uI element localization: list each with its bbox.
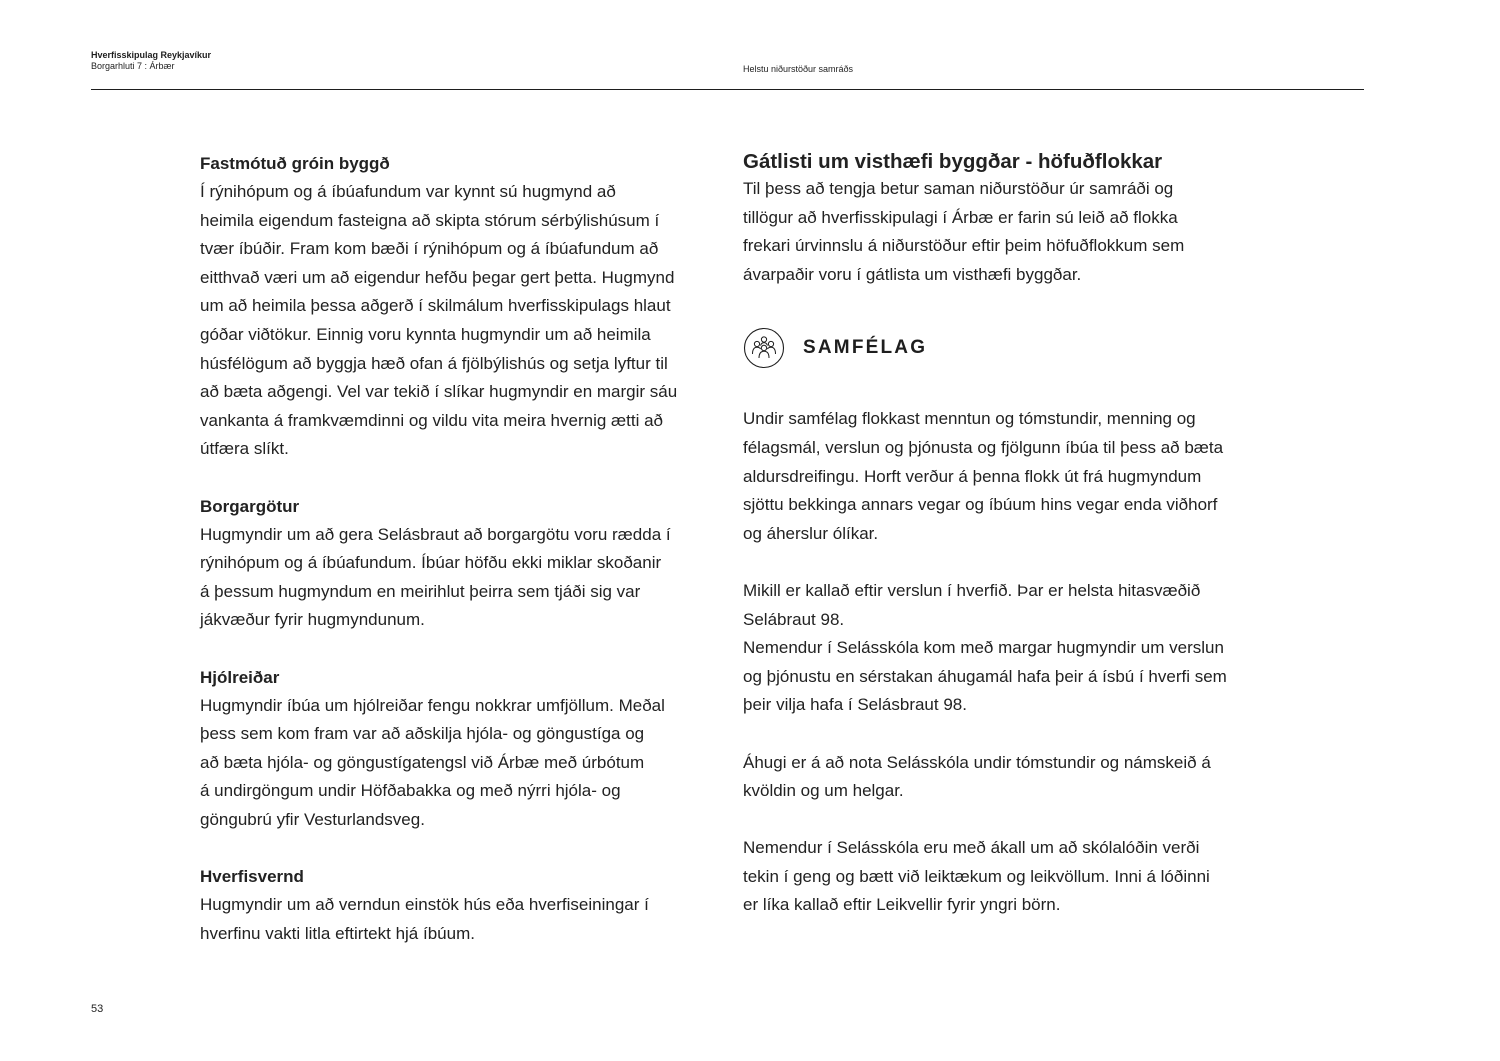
text-line: eitthvað væri um að eigendur hefðu þegar gert þetta. Hugmynd: [200, 267, 675, 287]
right-column: [743, 150, 1263, 949]
text-line: tillögur að hverfisskipulagi í Árbæ er farin sú leið að flokka: [743, 207, 1178, 227]
text-line: félagsmál, verslun og þjónusta og fjölgunn íbúa til þess að bæta: [743, 437, 1224, 457]
text-line: þeir vilja hafa í Selásbraut 98.: [743, 695, 967, 715]
text-line: Selábraut 98.: [743, 609, 845, 629]
text-line: Hugmyndir íbúa um hjólreiðar fengu nokkrar umfjöllum. Meðal: [200, 695, 665, 715]
text-line: að bæta hjóla- og göngustígatengsl við Árbæ með úrbótum: [200, 752, 645, 772]
section-body: [200, 891, 720, 948]
text-line: á undirgöngum undir Höfðabakka og með nýrri hjóla- og: [200, 781, 621, 801]
document-subtitle: Borgarhluti 7 : Árbær: [91, 61, 175, 71]
running-header: [91, 50, 211, 72]
text-line: ávarpaðir voru í gátlista um visthæfi byggðar.: [743, 264, 1082, 284]
text-line: Hugmyndir um að verndun einstök hús eða hverfiseiningar í: [200, 895, 649, 915]
section-fastmotud: [200, 150, 720, 464]
text-line: Hugmyndir um að gera Selásbraut að borgargötu voru rædda í: [200, 524, 671, 544]
section-hjolreidar: [200, 664, 720, 835]
text-line: Mikill er kallað eftir verslun í hverfið. Þar er helsta hitasvæðið: [743, 580, 1201, 600]
section-body: [200, 521, 720, 635]
text-line: Nemendur í Selásskóla kom með margar hugmyndir um verslun: [743, 638, 1224, 658]
text-line: jákvæður fyrir hugmyndunum.: [200, 610, 425, 630]
text-line: aldursdreifingu. Horft verður á þenna flokk út frá hugmyndum: [743, 466, 1202, 486]
section-title: Helstu niðurstöður samráðs: [743, 64, 854, 74]
text-line: húsfélögum að byggja hæð ofan á fjölbýlishús og setja lyftur til: [200, 353, 668, 373]
header-divider: [91, 89, 1364, 90]
text-line: á þessum hugmyndum en meirihlut þeirra sem tjáði sig var: [200, 581, 641, 601]
section-heading: Hjólreiðar: [200, 667, 280, 687]
text-line: þess sem kom fram var að aðskilja hjóla- og göngustíga og: [200, 724, 645, 744]
text-line: göngubrú yfir Vesturlandsveg.: [200, 809, 425, 829]
section-body: [200, 692, 720, 835]
intro-paragraph: [743, 175, 1263, 289]
text-line: vankanta á framkvæmdinni og vildu vita meira hvernig ætti að: [200, 410, 663, 430]
text-line: kvöldin og um helgar.: [743, 781, 904, 801]
paragraph-samfelag-intro: [743, 405, 1263, 548]
text-line: Undir samfélag flokkast menntun og tómstundir, menning og: [743, 409, 1196, 429]
page-number: 53: [91, 1003, 104, 1015]
section-heading: Fastmótuð gróin byggð: [200, 154, 390, 173]
checklist-heading: Gátlisti um visthæfi byggðar - höfuðflokkar: [743, 150, 1163, 173]
text-line: að bæta aðgengi. Vel var tekið í slíkar hugmyndir en margir sáu: [200, 382, 678, 402]
text-line: tekin í geng og bætt við leiktækum og leikvöllum. Inni á lóðinni: [743, 866, 1210, 886]
left-column: [200, 150, 720, 977]
text-line: frekari úrvinnslu á niðurstöður eftir þeim höfuðflokkum sem: [743, 236, 1185, 256]
text-line: og þjónustu en sérstakan áhugamál hafa þeir á ísbú í hverfi sem: [743, 666, 1227, 686]
text-line: Til þess að tengja betur saman niðurstöður úr samráði og: [743, 179, 1174, 198]
text-line: sjöttu bekkinga annars vegar og íbúum hins vegar enda viðhorf: [743, 495, 1218, 515]
category-samfelag: [743, 326, 1263, 370]
paragraph-verslun: [743, 577, 1263, 720]
text-line: góðar viðtökur. Einnig voru kynnta hugmyndir um að heimila: [200, 324, 651, 344]
text-line: og áherslur ólíkar.: [743, 523, 879, 543]
text-line: heimila eigendum fasteigna að skipta stórum sérbýlishúsum í: [200, 210, 660, 230]
text-line: tvær íbúðir. Fram kom bæði í rýnihópum og á íbúafundum að: [200, 239, 659, 259]
section-body: [200, 178, 720, 464]
text-line: rýnihópum og á íbúafundum. Íbúar höfðu ekki miklar skoðanir: [200, 553, 662, 573]
text-line: um að heimila þessa aðgerð í skilmálum hverfisskipulags hlaut: [200, 296, 671, 316]
section-heading: Hverfisvernd: [200, 867, 304, 887]
text-line: Áhugi er á að nota Selásskóla undir tómstundir og námskeið á: [743, 752, 1211, 772]
section-heading: Borgargötur: [200, 496, 300, 516]
people-group-icon: [743, 327, 785, 369]
paragraph-skolalod: [743, 834, 1263, 920]
document-title: Hverfisskipulag Reykjavíkur: [91, 50, 212, 60]
category-label: SAMFÉLAG: [803, 337, 928, 359]
text-line: útfæra slíkt.: [200, 439, 289, 459]
text-line: Í rýnihópum og á íbúafundum var kynnt sú hugmynd að: [200, 182, 616, 201]
section-hverfisvernd: [200, 863, 720, 948]
text-line: er líka kallað eftir Leikvellir fyrir yngri börn.: [743, 895, 1061, 915]
section-borgargotur: [200, 493, 720, 635]
text-line: hverfinu vakti litla eftirtekt hjá íbúum.: [200, 923, 475, 943]
text-line: Nemendur í Selásskóla eru með ákall um að skólalóðin verði: [743, 838, 1200, 858]
paragraph-tomstundir: [743, 749, 1263, 806]
